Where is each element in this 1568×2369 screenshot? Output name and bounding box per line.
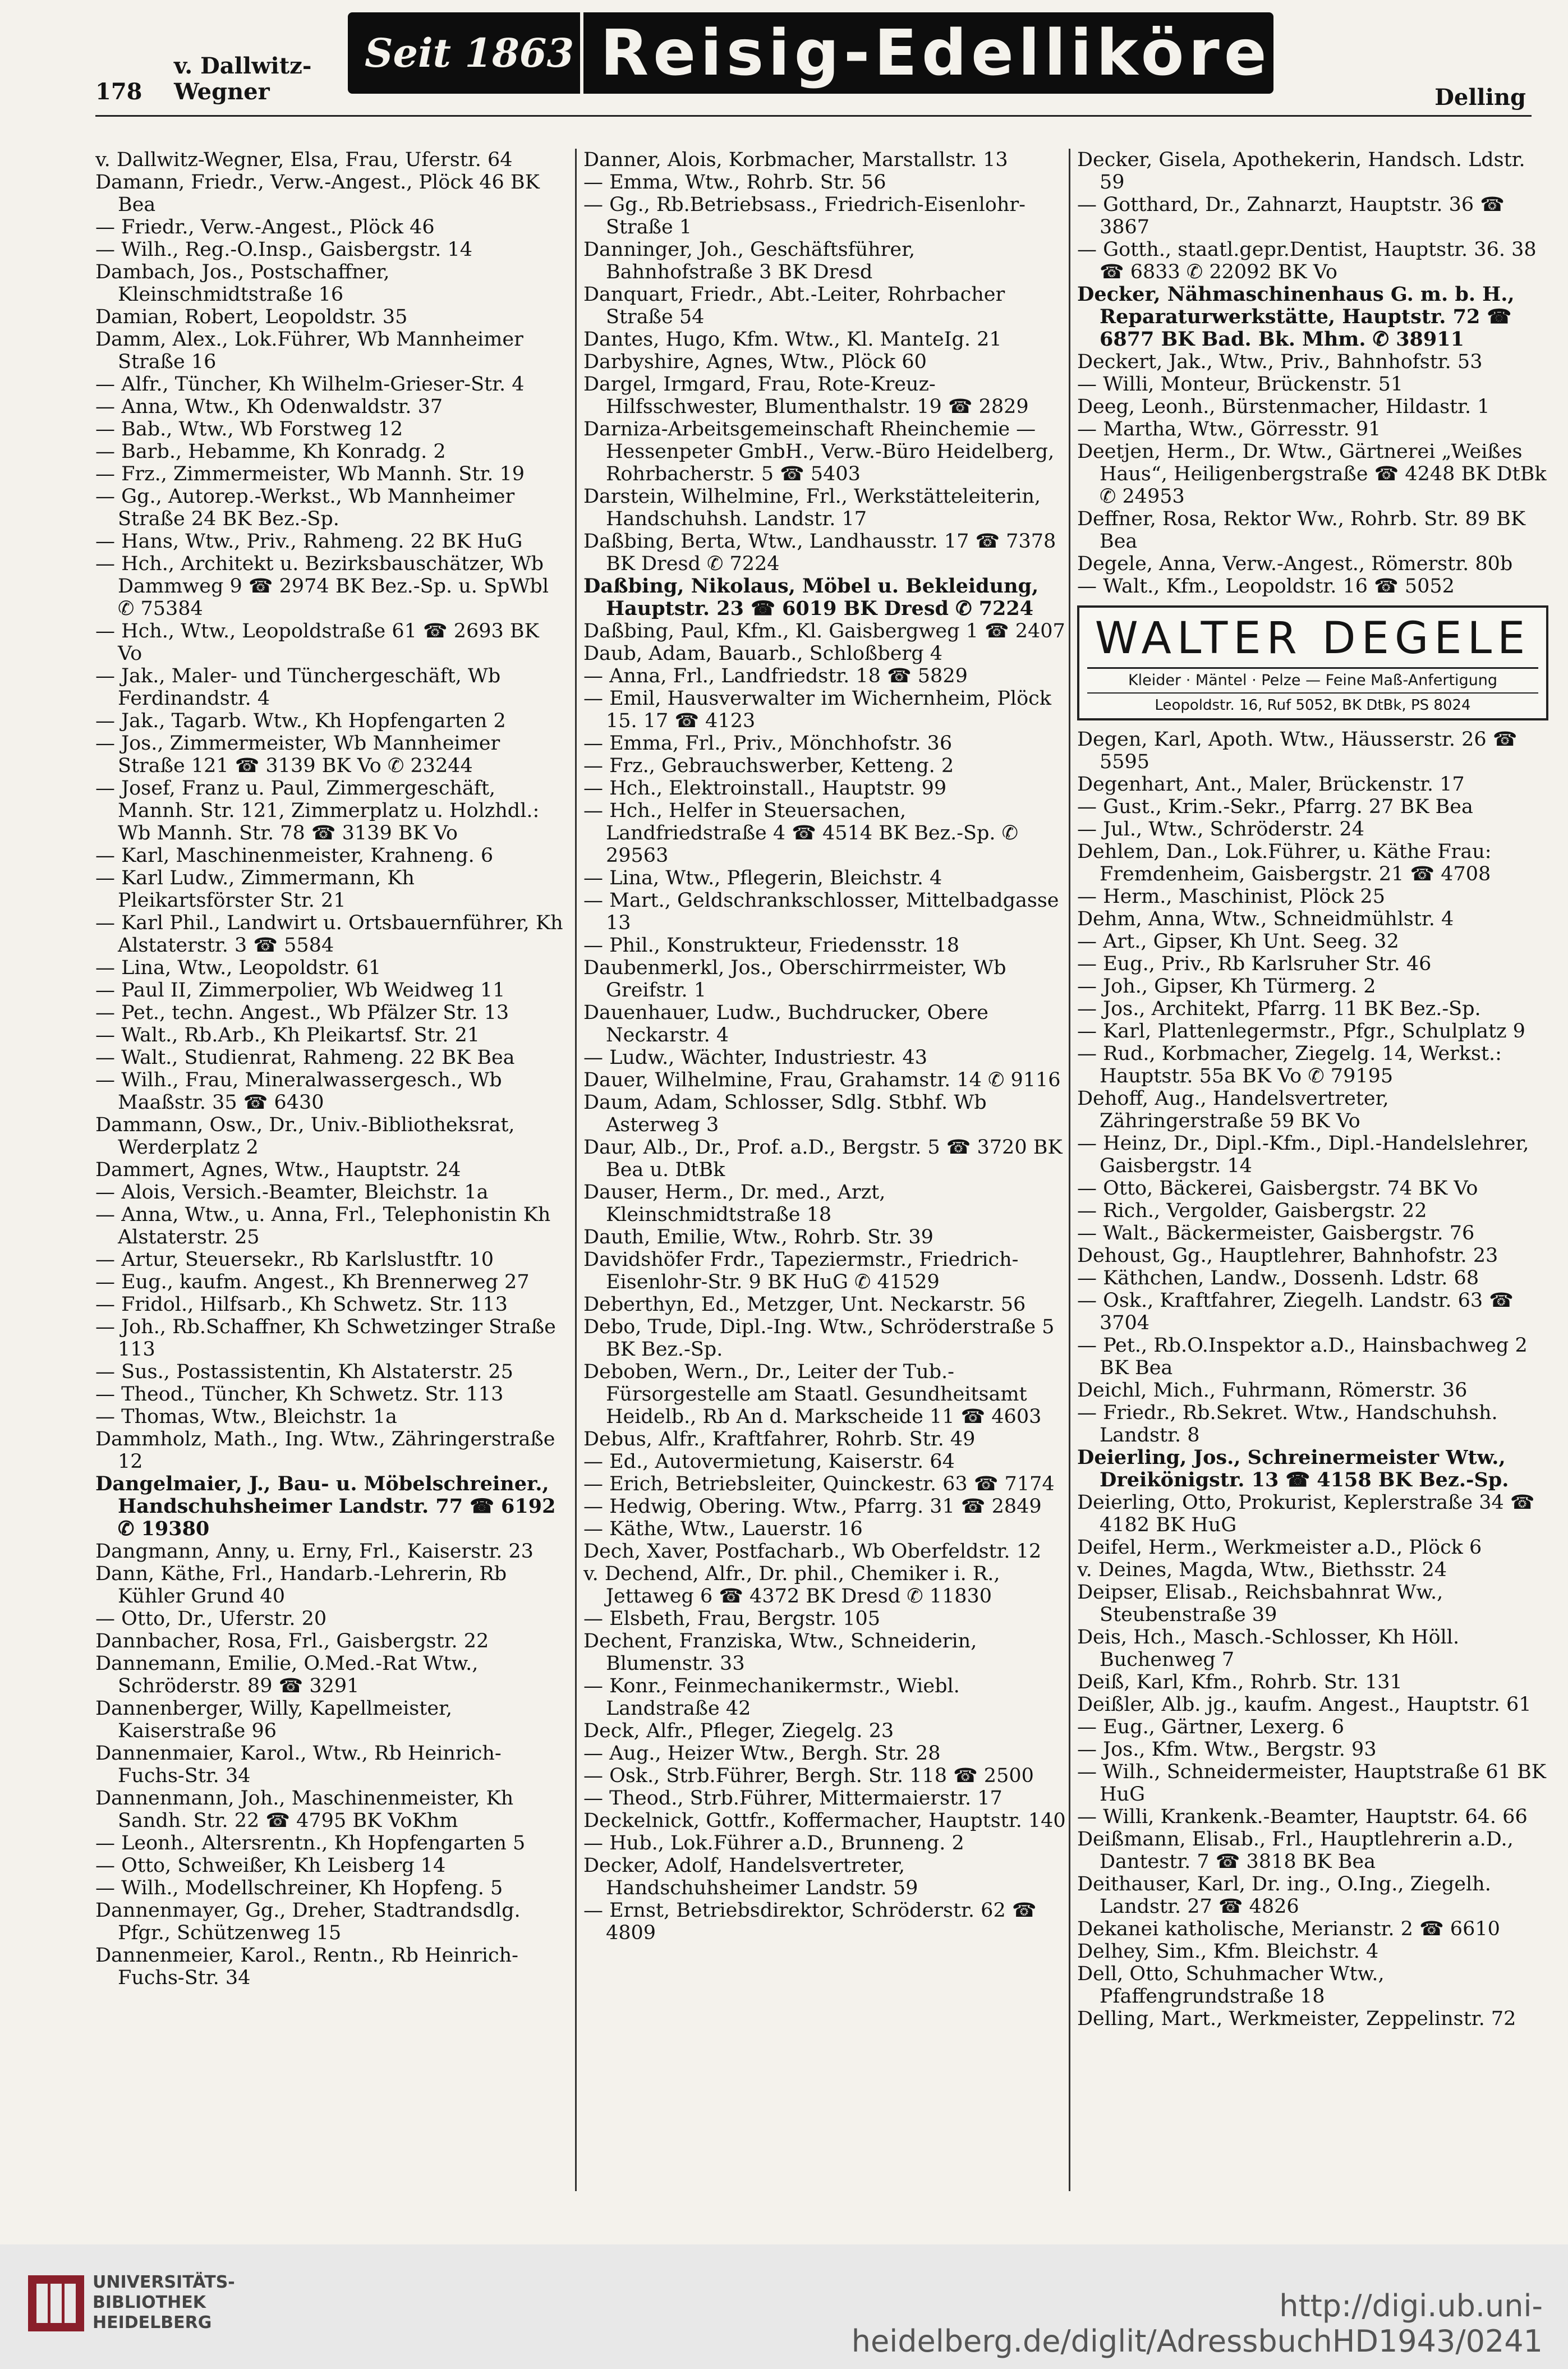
directory-entry: — Gotth., staatl.gepr.Dentist, Hauptstr. 36. 38 ☎ 6833 ✆ 22092 BK Vo xyxy=(1077,238,1537,283)
directory-entry: — Käthchen, Landw., Dossenh. Ldstr. 68 xyxy=(1077,1267,1479,1289)
library-name-line: BIBLIOTHEK xyxy=(93,2293,206,2312)
directory-entry: Dell, Otto, Schuhmacher Wtw., Pfaffengrundstraße 18 xyxy=(1077,1963,1385,2008)
directory-entry: — Gust., Krim.-Sekr., Pfarrg. 27 BK Bea xyxy=(1077,796,1473,818)
directory-entry: Dehoff, Aug., Handelsvertreter, Zähringerstraße 59 BK Vo xyxy=(1077,1087,1389,1132)
directory-entry: — Erich, Betriebsleiter, Quinckestr. 63 ☎ 7174 xyxy=(583,1473,1055,1495)
directory-entry: Debo, Trude, Dipl.-Ing. Wtw., Schröderstraße 5 BK Bez.-Sp. xyxy=(583,1316,1055,1361)
directory-entry: Daßbing, Berta, Wtw., Landhausstr. 17 ☎ 7378 BK Dresd ✆ 7224 xyxy=(583,530,1056,575)
directory-entry: Dekanei katholische, Merianstr. 2 ☎ 6610 xyxy=(1077,1918,1500,1940)
directory-entry: Damm, Alex., Lok.Führer, Wb Mannheimer Straße 16 xyxy=(95,328,523,373)
directory-entry: — Aug., Heizer Wtw., Bergh. Str. 28 xyxy=(583,1742,941,1765)
directory-entry: Dammann, Osw., Dr., Univ.-Bibliotheksrat, Werderplatz 2 xyxy=(95,1114,515,1159)
directory-entry: Dehlem, Dan., Lok.Führer, u. Käthe Frau: Fremdenheim, Gaisbergstr. 21 ☎ 4708 xyxy=(1077,841,1492,885)
directory-entry: Darniza-Arbeitsgemeinschaft Rheinchemie — Hessenpeter GmbH., Verw.-Büro Heidelberg, Rohrbacherstr. 5 ☎ 5403 xyxy=(583,418,1055,485)
directory-entry: — Otto, Schweißer, Kh Leisberg 14 xyxy=(95,1854,446,1877)
directory-entry: — Jak., Maler- und Tünchergeschäft, Wb Ferdinandstr. 4 xyxy=(95,665,501,710)
directory-entry: Darstein, Wilhelmine, Frl., Werkstätteleiterin, Handschuhsh. Landstr. 17 xyxy=(583,485,1041,530)
library-name xyxy=(93,2272,261,2333)
directory-entry: — Hub., Lok.Führer a.D., Brunneng. 2 xyxy=(583,1832,964,1854)
directory-entry: — Hch., Architekt u. Bezirksbauschätzer, Wb Dammweg 9 ☎ 2974 BK Bez.-Sp. u. SpWbl ✆ 75384 xyxy=(95,553,549,620)
directory-entry: — Karl Ludw., Zimmermann, Kh Pleikartsförster Str. 21 xyxy=(95,867,415,912)
directory-entry: — Willi, Monteur, Brückenstr. 51 xyxy=(1077,373,1404,396)
directory-entry: — Gotthard, Dr., Zahnarzt, Hauptstr. 36 ☎ 3867 xyxy=(1077,194,1505,238)
page-number: 178 xyxy=(95,79,142,105)
directory-entry: Dannenberger, Willy, Kapellmeister, Kaiserstraße 96 xyxy=(95,1697,453,1742)
directory-entry: — Walt., Kfm., Leopoldstr. 16 ☎ 5052 xyxy=(1077,575,1455,598)
directory-entry: Deierling, Jos., Schreinermeister Wtw., Dreikönigstr. 13 ☎ 4158 BK Bez.-Sp. xyxy=(1077,1446,1509,1491)
directory-entry: — Gg., Rb.Betriebsass., Friedrich-Eisenlohr-Straße 1 xyxy=(583,194,1026,238)
directory-entry: — Theod., Tüncher, Kh Schwetz. Str. 113 xyxy=(95,1383,504,1406)
directory-entry: Degele, Anna, Verw.-Angest., Römerstr. 80b xyxy=(1077,553,1513,575)
directory-entry: Daßbing, Nikolaus, Möbel u. Bekleidung, Hauptstr. 23 ☎ 6019 BK Dresd ✆ 7224 xyxy=(583,575,1039,620)
directory-entry: Decker, Gisela, Apothekerin, Handsch. Ldstr. 59 xyxy=(1077,149,1525,194)
directory-entry: — Walt., Studienrat, Rahmeng. 22 BK Bea xyxy=(95,1046,515,1069)
directory-entry: Dammert, Agnes, Wtw., Hauptstr. 24 xyxy=(95,1159,461,1181)
directory-entry: — Friedr., Rb.Sekret. Wtw., Handschuhsh. Landstr. 8 xyxy=(1077,1402,1498,1447)
directory-entry: Degen, Karl, Apoth. Wtw., Häusserstr. 26 ☎ 5595 xyxy=(1077,728,1518,773)
directory-entry: Daubenmerkl, Jos., Oberschirrmeister, Wb Greifstr. 1 xyxy=(583,957,1006,1002)
footer-bar xyxy=(0,2244,1568,2369)
directory-entry: Deichl, Mich., Fuhrmann, Römerstr. 36 xyxy=(1077,1379,1468,1402)
directory-entry: Deißler, Alb. jg., kaufm. Angest., Hauptstr. 61 xyxy=(1077,1693,1532,1716)
directory-entry: — Herm., Maschinist, Plöck 25 xyxy=(1077,885,1385,908)
directory-entry: — Leonh., Altersrentn., Kh Hopfengarten 5 xyxy=(95,1832,526,1854)
directory-entry: — Friedr., Verw.-Angest., Plöck 46 xyxy=(95,216,435,238)
directory-entry: Dargel, Irmgard, Frau, Rote-Kreuz-Hilfsschwester, Blumenthalstr. 19 ☎ 2829 xyxy=(583,373,1029,418)
column-divider xyxy=(1069,149,1070,2191)
directory-entry: — Pet., techn. Angest., Wb Pfälzer Str. 13 xyxy=(95,1002,509,1024)
library-name-line: UNIVERSITÄTS- xyxy=(93,2272,235,2292)
directory-entry: — Hch., Wtw., Leopoldstraße 61 ☎ 2693 BK Vo xyxy=(95,620,539,665)
directory-entry: Dannenmann, Joh., Maschinenmeister, Kh Sandh. Str. 22 ☎ 4795 BK VoKhm xyxy=(95,1787,514,1832)
directory-entry: Deifel, Herm., Werkmeister a.D., Plöck 6 xyxy=(1077,1536,1482,1559)
walter-degele-advert xyxy=(1077,605,1548,720)
directory-entry: Dangmann, Anny, u. Erny, Frl., Kaiserstr. 23 xyxy=(95,1540,534,1563)
directory-entry: — Anna, Wtw., Kh Odenwaldstr. 37 xyxy=(95,396,443,418)
directory-entry: — Artur, Steuersekr., Rb Karlslustftr. 10 xyxy=(95,1248,494,1271)
directory-entry: — Joh., Rb.Schaffner, Kh Schwetzinger Straße 113 xyxy=(95,1316,556,1361)
directory-entry: Dambach, Jos., Postschaffner, Kleinschmidtstraße 16 xyxy=(95,261,390,306)
directory-column-1 xyxy=(95,149,567,2197)
directory-entry: Decker, Nähmaschinenhaus G. m. b. H., Reparaturwerkstätte, Hauptstr. 72 ☎ 6877 BK Bad. Bk. Mhm. ✆ 38911 xyxy=(1077,283,1515,351)
directory-entry: — Hedwig, Obering. Wtw., Pfarrg. 31 ☎ 2849 xyxy=(583,1495,1042,1518)
directory-entry: — Alfr., Tüncher, Kh Wilhelm-Grieser-Str. 4 xyxy=(95,373,525,396)
directory-entry: — Hch., Elektroinstall., Hauptstr. 99 xyxy=(583,777,947,800)
directory-entry: — Sus., Postassistentin, Kh Alstaterstr. 25 xyxy=(95,1361,513,1383)
directory-entry: — Karl, Maschinenmeister, Krahneng. 6 xyxy=(95,844,494,867)
directory-entry: Dauth, Emilie, Wtw., Rohrb. Str. 39 xyxy=(583,1226,934,1248)
directory-entry: — Konr., Feinmechanikermstr., Wiebl. Landstraße 42 xyxy=(583,1675,960,1720)
directory-entry: — Käthe, Wtw., Lauerstr. 16 xyxy=(583,1518,863,1540)
directory-entry: Debus, Alfr., Kraftfahrer, Rohrb. Str. 49 xyxy=(583,1428,976,1450)
directory-entry: Deis, Hch., Masch.-Schlosser, Kh Höll. Buchenweg 7 xyxy=(1077,1626,1460,1671)
directory-entry: Deck, Alfr., Pfleger, Ziegelg. 23 xyxy=(583,1720,894,1742)
directory-entry: — Bab., Wtw., Wb Forstweg 12 xyxy=(95,418,403,440)
directory-column-3 xyxy=(1077,149,1548,2197)
directory-entry: — Jos., Kfm. Wtw., Bergstr. 93 xyxy=(1077,1738,1377,1761)
directory-entry: — Jos., Architekt, Pfarrg. 11 BK Bez.-Sp. xyxy=(1077,998,1481,1020)
directory-entry: Deckert, Jak., Wtw., Priv., Bahnhofstr. 53 xyxy=(1077,351,1483,373)
directory-entry: Daur, Alb., Dr., Prof. a.D., Bergstr. 5 ☎ 3720 BK Bea u. DtBk xyxy=(583,1136,1063,1181)
directory-entry: — Walt., Bäckermeister, Gaisbergstr. 76 xyxy=(1077,1222,1475,1245)
directory-entry: — Frz., Zimmermeister, Wb Mannh. Str. 19 xyxy=(95,463,525,485)
directory-entry: — Ludw., Wächter, Industriestr. 43 xyxy=(583,1046,928,1069)
directory-entry: — Otto, Dr., Uferstr. 20 xyxy=(95,1608,327,1630)
directory-entry: Dannbacher, Rosa, Frl., Gaisbergstr. 22 xyxy=(95,1630,489,1652)
directory-entry: — Art., Gipser, Kh Unt. Seeg. 32 xyxy=(1077,930,1399,953)
banner-since: Seit 1863 xyxy=(348,12,583,94)
directory-entry: v. Deines, Magda, Wtw., Biethsstr. 24 xyxy=(1077,1559,1447,1581)
directory-entry: — Rich., Vergolder, Gaisbergstr. 22 xyxy=(1077,1200,1427,1222)
advert-banner xyxy=(348,12,1273,94)
banner-brand: Reisig-Edelliköre xyxy=(600,16,1271,90)
directory-entry: — Josef, Franz u. Paul, Zimmergeschäft, Mannh. Str. 121, Zimmerplatz u. Holzhdl.: Wb Mannh. Str. 78 ☎ 3139 BK Vo xyxy=(95,777,540,844)
directory-entry: — Mart., Geldschrankschlosser, Mittelbadgasse 13 xyxy=(583,889,1059,934)
library-name-line: HEIDELBERG xyxy=(93,2313,212,2333)
directory-entry: — Otto, Bäckerei, Gaisbergstr. 74 BK Vo xyxy=(1077,1177,1478,1200)
directory-entry: — Jul., Wtw., Schröderstr. 24 xyxy=(1077,818,1364,841)
directory-entry: Dannenmayer, Gg., Dreher, Stadtrandsdlg. Pfgr., Schützenweg 15 xyxy=(95,1899,521,1944)
directory-entry: — Eug., Priv., Rb Karlsruher Str. 46 xyxy=(1077,953,1432,975)
directory-entry: — Eug., Gärtner, Lexerg. 6 xyxy=(1077,1716,1345,1738)
directory-entry: — Elsbeth, Frau, Bergstr. 105 xyxy=(583,1608,881,1630)
directory-entry: — Theod., Strb.Führer, Mittermaierstr. 17 xyxy=(583,1787,1003,1810)
directory-entry: Danninger, Joh., Geschäftsführer, Bahnhofstraße 3 BK Dresd xyxy=(583,238,916,283)
directory-entry: Dauenhauer, Ludw., Buchdrucker, Obere Neckarstr. 4 xyxy=(583,1002,988,1046)
entries-after-ad xyxy=(1077,728,1548,2030)
directory-entry: — Fridol., Hilfsarb., Kh Schwetz. Str. 113 xyxy=(95,1293,508,1316)
library-logo-icon xyxy=(28,2275,84,2331)
directory-entry: Deberthyn, Ed., Metzger, Unt. Neckarstr. 56 xyxy=(583,1293,1026,1316)
directory-entry: — Gg., Autorep.-Werkst., Wb Mannheimer Straße 24 BK Bez.-Sp. xyxy=(95,485,515,530)
directory-entry: — Karl Phil., Landwirt u. Ortsbauernführer, Kh Alstaterstr. 3 ☎ 5584 xyxy=(95,912,563,957)
directory-entry: v. Dechend, Alfr., Dr. phil., Chemiker i. R., Jettaweg 6 ☎ 4372 BK Dresd ✆ 11830 xyxy=(583,1563,1000,1608)
directory-entry: Degenhart, Ant., Maler, Brückenstr. 17 xyxy=(1077,773,1465,796)
directory-entry: Dauser, Herm., Dr. med., Arzt, Kleinschmidtstraße 18 xyxy=(583,1181,886,1226)
directory-entry: Deithauser, Karl, Dr. ing., O.Ing., Ziegelh. Landstr. 27 ☎ 4826 xyxy=(1077,1873,1491,1918)
directory-entry: — Phil., Konstrukteur, Friedensstr. 18 xyxy=(583,934,960,957)
directory-entry: Dechent, Franziska, Wtw., Schneiderin, Blumenstr. 33 xyxy=(583,1630,977,1675)
directory-entry: Dangelmaier, J., Bau- u. Möbelschreiner., Handschuhsheimer Landstr. 77 ☎ 6192 ✆ 19380 xyxy=(95,1472,556,1540)
directory-entry: Darbyshire, Agnes, Wtw., Plöck 60 xyxy=(583,351,927,373)
header-rule xyxy=(95,115,1532,117)
directory-entry: — Osk., Strb.Führer, Bergh. Str. 118 ☎ 2500 xyxy=(583,1765,1034,1787)
running-header-right: Delling xyxy=(1434,84,1526,111)
directory-entry: — Hch., Helfer in Steuersachen, Landfriedstraße 4 ☎ 4514 BK Bez.-Sp. ✆ 29563 xyxy=(583,800,1018,867)
directory-entry: Dannenmaier, Karol., Wtw., Rb Heinrich-Fuchs-Str. 34 xyxy=(95,1742,502,1787)
directory-entry: — Lina, Wtw., Leopoldstr. 61 xyxy=(95,957,381,979)
directory-entry: — Eug., kaufm. Angest., Kh Brennerweg 27 xyxy=(95,1271,530,1293)
directory-entry: Davidshöfer Frdr., Tapeziermstr., Friedrich-Eisenlohr-Str. 9 BK HuG ✆ 41529 xyxy=(583,1248,1019,1293)
directory-entry: — Emma, Wtw., Rohrb. Str. 56 xyxy=(583,171,886,194)
directory-entry: — Frz., Gebrauchswerber, Ketteng. 2 xyxy=(583,755,954,777)
directory-entry: Daum, Adam, Schlosser, Sdlg. Stbhf. Wb Asterweg 3 xyxy=(583,1091,987,1136)
directory-entry: — Heinz, Dr., Dipl.-Kfm., Dipl.-Handelslehrer, Gaisbergstr. 14 xyxy=(1077,1132,1529,1177)
directory-entry: Deboben, Wern., Dr., Leiter der Tub.-Fürsorgestelle am Staatl. Gesundheitsamt Heidelb., Rb An d. Markscheide 11 ☎ 4603 xyxy=(583,1361,1042,1428)
directory-entry: — Barb., Hebamme, Kh Konradg. 2 xyxy=(95,440,446,463)
directory-entry: — Karl, Plattenlegermstr., Pfgr., Schulplatz 9 xyxy=(1077,1020,1525,1043)
directory-entry: Delling, Mart., Werkmeister, Zeppelinstr. 72 xyxy=(1077,2008,1516,2030)
directory-entry: Dannemann, Emilie, O.Med.-Rat Wtw., Schröderstr. 89 ☎ 3291 xyxy=(95,1652,479,1697)
directory-entry: Deipser, Elisab., Reichsbahnrat Ww., Steubenstraße 39 xyxy=(1077,1581,1443,1626)
directory-entry: Deckelnick, Gottfr., Koffermacher, Hauptstr. 140 xyxy=(583,1810,1066,1832)
directory-entry: — Lina, Wtw., Pflegerin, Bleichstr. 4 xyxy=(583,867,942,889)
header-name-from: v. Dallwitz- xyxy=(174,53,312,79)
directory-entry: Dannenmeier, Karol., Rentn., Rb Heinrich-Fuchs-Str. 34 xyxy=(95,1944,518,1989)
directory-entry: — Willi, Krankenk.-Beamter, Hauptstr. 64. 66 xyxy=(1077,1806,1528,1828)
directory-entry: — Jos., Zimmermeister, Wb Mannheimer Straße 121 ☎ 3139 BK Vo ✆ 23244 xyxy=(95,732,500,777)
directory-entry: — Alois, Versich.-Beamter, Bleichstr. 1a xyxy=(95,1181,489,1204)
directory-entry: Decker, Adolf, Handelsvertreter, Handschuhsheimer Landstr. 59 xyxy=(583,1854,918,1899)
directory-entry: Deffner, Rosa, Rektor Ww., Rohrb. Str. 89 BK Bea xyxy=(1077,508,1526,553)
directory-entry: Deißmann, Elisab., Frl., Hauptlehrerin a.D., Dantestr. 7 ☎ 3818 BK Bea xyxy=(1077,1828,1514,1873)
ad-line-1: Kleider · Mäntel · Pelze — Feine Maß-Anfertigung xyxy=(1087,667,1538,690)
ad-name: WALTER DEGELE xyxy=(1095,613,1531,664)
directory-entry: — Wilh., Reg.-O.Insp., Gaisbergstr. 14 xyxy=(95,238,473,261)
directory-entry: Dehoust, Gg., Hauptlehrer, Bahnhofstr. 23 xyxy=(1077,1245,1498,1267)
directory-entry: — Osk., Kraftfahrer, Ziegelh. Landstr. 63 ☎ 3704 xyxy=(1077,1289,1514,1334)
directory-entry: — Hans, Wtw., Priv., Rahmeng. 22 BK HuG xyxy=(95,530,523,553)
directory-entry: Dech, Xaver, Postfacharb., Wb Oberfeldstr. 12 xyxy=(583,1540,1042,1563)
directory-entry: Dauer, Wilhelmine, Frau, Grahamstr. 14 ✆ 9116 xyxy=(583,1069,1061,1091)
directory-entry: — Martha, Wtw., Görresstr. 91 xyxy=(1077,418,1381,440)
directory-entry: Danner, Alois, Korbmacher, Marstallstr. 13 xyxy=(583,149,1008,171)
directory-entry: Daßbing, Paul, Kfm., Kl. Gaisbergweg 1 ☎ 2407 xyxy=(583,620,1065,642)
directory-entry: Deiß, Karl, Kfm., Rohrb. Str. 131 xyxy=(1077,1671,1403,1693)
directory-entry: — Wilh., Frau, Mineralwassergesch., Wb Maaßstr. 35 ☎ 6430 xyxy=(95,1069,502,1114)
directory-entry: — Joh., Gipser, Kh Türmerg. 2 xyxy=(1077,975,1376,998)
directory-entry: Daub, Adam, Bauarb., Schloßberg 4 xyxy=(583,642,943,665)
directory-entry: Deeg, Leonh., Bürstenmacher, Hildastr. 1 xyxy=(1077,396,1490,418)
directory-entry: — Wilh., Modellschreiner, Kh Hopfeng. 5 xyxy=(95,1877,503,1899)
directory-entry: — Rud., Korbmacher, Ziegelg. 14, Werkst.: Hauptstr. 55a BK Vo ✆ 79195 xyxy=(1077,1043,1502,1087)
directory-entry: — Pet., Rb.O.Inspektor a.D., Hainsbachweg 2 BK Bea xyxy=(1077,1334,1528,1379)
directory-entry: — Emma, Frl., Priv., Mönchhofstr. 36 xyxy=(583,732,953,755)
directory-entry: Deierling, Otto, Prokurist, Keplerstraße 34 ☎ 4182 BK HuG xyxy=(1077,1491,1535,1536)
directory-entry: — Walt., Rb.Arb., Kh Pleikartsf. Str. 21 xyxy=(95,1024,480,1046)
directory-entry: — Wilh., Schneidermeister, Hauptstraße 61 BK HuG xyxy=(1077,1761,1546,1806)
directory-entry: Dantes, Hugo, Kfm. Wtw., Kl. ManteIg. 21 xyxy=(583,328,1002,351)
directory-entry: — Ed., Autovermietung, Kaiserstr. 64 xyxy=(583,1450,955,1473)
directory-entry: Damann, Friedr., Verw.-Angest., Plöck 46 BK Bea xyxy=(95,171,540,216)
directory-entry: Dammholz, Math., Ing. Wtw., Zähringerstraße 12 xyxy=(95,1428,555,1473)
column-divider xyxy=(575,149,577,2191)
entries-before-ad xyxy=(1077,149,1548,598)
ad-line-2: Leopoldstr. 16, Ruf 5052, BK DtBk, PS 8024 xyxy=(1087,692,1538,715)
directory-entry: Dehm, Anna, Wtw., Schneidmühlstr. 4 xyxy=(1077,908,1454,930)
directory-entry: Danquart, Friedr., Abt.-Leiter, Rohrbacher Straße 54 xyxy=(583,283,1005,328)
directory-column-2 xyxy=(583,149,1066,2197)
directory-entry: — Jak., Tagarb. Wtw., Kh Hopfengarten 2 xyxy=(95,710,506,732)
directory-entry: — Anna, Wtw., u. Anna, Frl., Telephonistin Kh Alstaterstr. 25 xyxy=(95,1204,551,1248)
directory-entry: — Thomas, Wtw., Bleichstr. 1a xyxy=(95,1406,397,1428)
directory-entry: Deetjen, Herm., Dr. Wtw., Gärtnerei „Weißes Haus“, Heiligenbergstraße ☎ 4248 BK DtBk ✆ 24953 xyxy=(1077,440,1547,508)
directory-entry: — Anna, Frl., Landfriedstr. 18 ☎ 5829 xyxy=(583,665,968,687)
source-url[interactable]: http://digi.ub.uni-heidelberg.de/diglit/AdressbuchHD1943/0241 xyxy=(851,2288,1543,2359)
directory-entry: — Ernst, Betriebsdirektor, Schröderstr. 62 ☎ 4809 xyxy=(583,1899,1037,1944)
header-name-to: Wegner xyxy=(174,79,270,105)
directory-entry: — Paul II, Zimmerpolier, Wb Weidweg 11 xyxy=(95,979,505,1002)
directory-entry: Delhey, Sim., Kfm. Bleichstr. 4 xyxy=(1077,1940,1379,1963)
directory-entry: Dann, Käthe, Frl., Handarb.-Lehrerin, Rb Kühler Grund 40 xyxy=(95,1563,507,1608)
directory-entry: v. Dallwitz-Wegner, Elsa, Frau, Uferstr. 64 xyxy=(95,149,513,171)
directory-entry: Damian, Robert, Leopoldstr. 35 xyxy=(95,306,408,328)
directory-entry: — Emil, Hausverwalter im Wichernheim, Plöck 15. 17 ☎ 4123 xyxy=(583,687,1051,732)
